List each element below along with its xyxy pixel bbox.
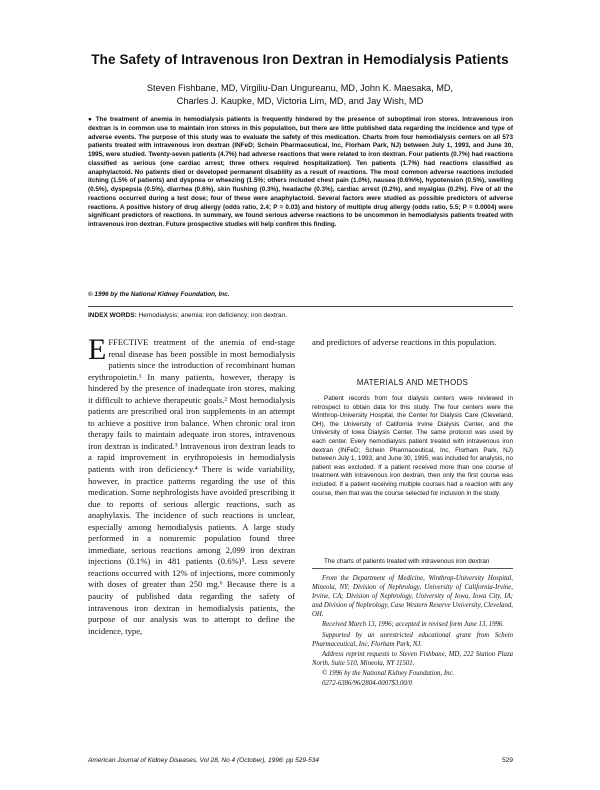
- intro-continuation: and predictors of adverse reactions in this population.: [312, 337, 497, 347]
- intro-body: treatment of the anemia of end-stage renal disease has been possible in most hemodialysis patients since the introduction of recombinant human erythropoietin.¹ In many patients, however, therapy is hindered by the presence of inadequate iron stores, making it difficult to achieve therapeutic goals.² Most hemodialysis patients are prescribed oral iron supplements in an attempt to achieve a positive iron balance. When chronic oral iron therapy fails to maintain adequate iron stores, intravenous iron dextran is indicated.³ Intravenous iron dextran leads to a rapid improvement in erythropoiesis in hemodialysis patients with iron deficiency.⁴ There is wide variability, however, in practice patterns regarding the use of this medication. Some nephrologists have avoided prescribing it due to reports of serious allergic reactions, such as anaphylaxis. The incidence of such reactions is unclear, especially among hemodialysis patients. A large study performed in a nonuremic population found three immediate, serious reactions among 2,099 iron dextran injections (0.1%) in 481 patients (0.6%)⁵. Less severe reactions occurred with 12% of injections, more commonly with doses of greater than 250 mg.⁶ Because there is a paucity of published data regarding the safety of intravenous iron dextran in hemodialysis patients, the purpose of our analysis was to attempt to define the incidence, type,: [88, 337, 295, 636]
- authors-line-1: Steven Fishbane, MD, Virgiliu-Dan Ungureanu, MD, John K. Maesaka, MD,: [146, 83, 454, 93]
- footnote-affiliations: From the Department of Medicine, Winthrop-University Hospital, Mineola, NY; Division of Nephrology, University of California-Irvine, Irvine, CA; Division of Nephrology, University of Iowa, Iowa City, IA; and Division of Nephrology, Case Western Reserve University, Cleveland, OH.: [312, 575, 513, 619]
- right-column-top: [312, 337, 513, 349]
- footnote-issn: 0272-6386/96/2804-0007$3.00/0: [322, 680, 413, 688]
- authors-line-2: Charles J. Kaupke, MD, Victoria Lim, MD, and Jay Wish, MD: [176, 96, 424, 106]
- intro-column: [88, 333, 295, 637]
- paper-title: The Safety of Intravenous Iron Dextran in Hemodialysis Patients: [91, 52, 509, 67]
- footnote-divider: [312, 568, 513, 569]
- footnote-copyright: © 1996 by the National Kidney Foundation, Inc.: [322, 669, 455, 677]
- page-number: 529: [502, 757, 513, 764]
- methods-continuation: The charts of patients treated with intravenous iron dextran: [324, 558, 490, 565]
- footnote-support: Supported by an unrestricted educational grant from Schein Pharmaceutical, Inc, Florham Park, NJ.: [312, 631, 513, 648]
- footnote-received: Received March 13, 1996; accepted in revised form June 13, 1996.: [322, 621, 505, 629]
- index-words-label: INDEX WORDS:: [88, 312, 137, 319]
- methods-heading: MATERIALS AND METHODS: [356, 378, 469, 387]
- drop-cap: E: [88, 333, 107, 366]
- index-words: [88, 312, 513, 319]
- author-list: [0, 82, 600, 108]
- page-footer: [88, 757, 513, 764]
- divider: [88, 306, 513, 307]
- intro-paragraph: [88, 333, 295, 637]
- abstract-copyright: © 1996 by the National Kidney Foundation, Inc.: [88, 291, 230, 298]
- abstract: ● The treatment of anemia in hemodialysis patients is frequently hindered by the presence of suboptimal iron stores. Intravenous iron dextran is in common use to maintain iron stores in this population, but there are little published data regarding the incidence and type of adverse events. The purpose of this study was to evaluate the safety of this medication. Charts from four hemodialysis centers on all 573 patients treated with intravenous iron dextran (INFeD; Schein Pharmaceutical, Inc, Florham Park, NJ) between July 1, 1993, and June 30, 1995, were studied. Twenty-seven patients (4.7%) had adverse reactions that were related to iron dextran. Four patients (0.7%) had reactions classified as serious (one cardiac arrest; three others required hospitalization). Ten patients (1.7%) had reactions classified as anaphylactoid. No patients died or developed permanent disability as a result of reactions. The most common adverse reactions included itching (1.5% of patients) and dyspnea or wheezing (1.5%; others included chest pain (1.0%), nausea (0.6%%), hypotension (0.5%), swelling (0.5%), dyspepsia (0.5%), diarrhea (0.6%), skin flushing (0.3%), headache (0.3%), cardiac arrest (0.2%), and myalgias (0.2%). Five of all the reactions occurred during a test dose; four of these were anaphylactoid. Several factors were studied as possible predictors of adverse reactions. A positive history of drug allergy (odds ratio, 2.4; P = 0.03) and history of multiple drug allergy (odds ratio, 5.5; P = 0.0004) were significant predictors of reactions. In summary, we found serious adverse reactions to be uncommon in hemodialysis patients treated with intravenous iron dextran. Future prospective studies will help confirm this finding.: [88, 116, 513, 228]
- methods-paragraph: Patient records from four dialysis centers were reviewed in retrospect to obtain data for this study. The four centers were the Winthrop-University Hospital, the Center for Dialysis Care (Cleveland, OH), the University of California Irvine Dialysis Center, and the University of Iowa Dialysis Center. The same protocol was used by each center. Every hemodialysis patient treated with intravenous iron dextran (INFeD; Schein Pharmaceutical, Inc, Florham Park, NJ) between July 1, 1993, and June 30, 1995, was included for analysis, no patient was excluded. If a patient received more than one course of treatment with intravenous iron dextran, then only the first course was included. If a patient receiving multiple courses had a reaction with any course, then that was the course selected for inclusion in the study.: [312, 395, 513, 497]
- footnotes: [312, 574, 513, 689]
- index-words-value: Hemodialysis; anemia; iron deficiency; iron dextran.: [138, 312, 288, 319]
- journal-citation: American Journal of Kidney Diseases, Vol 28, No 4 (October), 1996: pp 529-534: [88, 757, 319, 764]
- footnote-reprints: Address reprint requests to Steven Fishbane, MD, 222 Station Plaza North, Suite 510, Mineola, NY 11501.: [312, 650, 513, 667]
- intro-lead: FFECTIVE: [108, 337, 149, 347]
